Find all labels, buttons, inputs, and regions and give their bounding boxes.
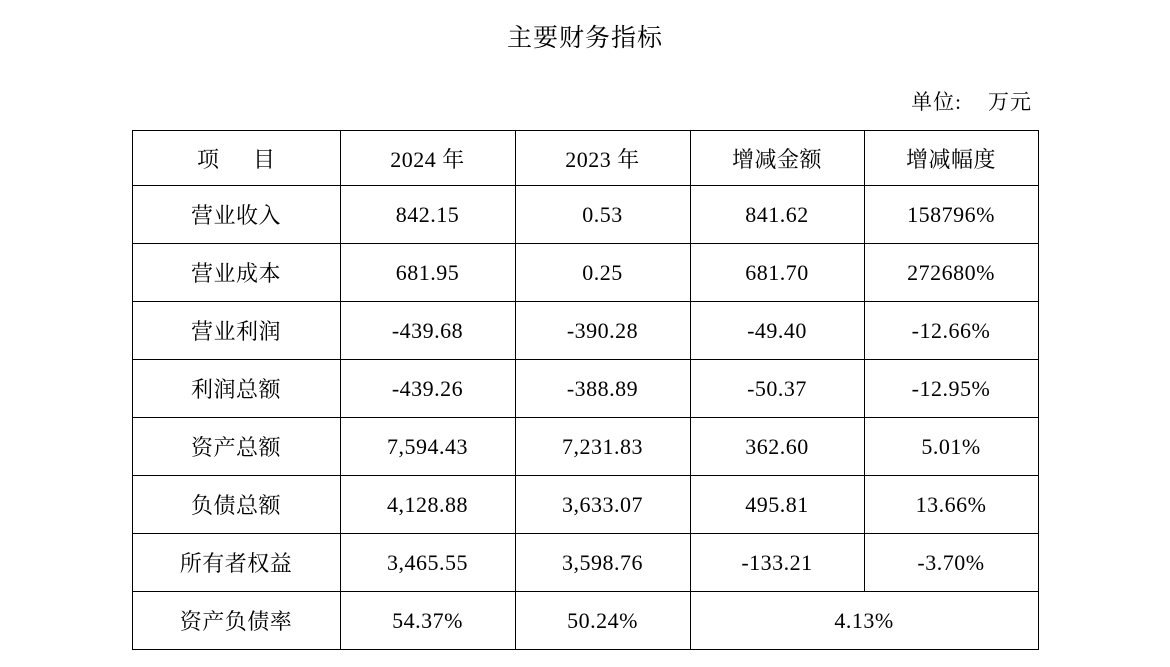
cell-change-rate: 272680%	[864, 244, 1038, 302]
cell-change-rate: -12.66%	[864, 302, 1038, 360]
cell-change-amount: -49.40	[690, 302, 864, 360]
cell-change-amount: 841.62	[690, 186, 864, 244]
row-label: 所有者权益	[132, 534, 340, 592]
cell-change-rate: 5.01%	[864, 418, 1038, 476]
column-header-item-part1: 项	[196, 146, 219, 172]
cell-y2023: 3,633.07	[515, 476, 690, 534]
table-row	[132, 534, 1038, 592]
cell-change-merged: 4.13%	[690, 592, 1038, 650]
cell-change-amount: -50.37	[690, 360, 864, 418]
page-title: 主要财务指标	[506, 25, 663, 52]
column-header-change-rate: 增减幅度	[864, 131, 1038, 186]
row-label: 营业成本	[132, 244, 340, 302]
cell-change-rate: -3.70%	[864, 534, 1038, 592]
cell-y2023: 7,231.83	[515, 418, 690, 476]
cell-y2023: -390.28	[515, 302, 690, 360]
table-row	[132, 418, 1038, 476]
cell-y2023: 50.24%	[515, 592, 690, 650]
cell-y2024: 7,594.43	[340, 418, 515, 476]
cell-y2023: 0.25	[515, 244, 690, 302]
cell-y2024: 842.15	[340, 186, 515, 244]
row-label: 资产总额	[132, 418, 340, 476]
table-row	[132, 186, 1038, 244]
cell-change-rate: 158796%	[864, 186, 1038, 244]
table-row	[132, 302, 1038, 360]
column-header-item-part2: 目	[253, 146, 276, 172]
cell-y2024: -439.26	[340, 360, 515, 418]
table-header-row	[132, 131, 1038, 186]
cell-y2024: 3,465.55	[340, 534, 515, 592]
row-label: 利润总额	[132, 360, 340, 418]
table-row-last	[132, 592, 1038, 650]
column-header-year-prior: 2023 年	[515, 131, 690, 186]
financial-indicators-table	[132, 130, 1039, 650]
cell-y2024: 54.37%	[340, 592, 515, 650]
cell-y2024: 4,128.88	[340, 476, 515, 534]
column-header-item	[132, 131, 340, 186]
column-header-change-amount: 增减金额	[690, 131, 864, 186]
cell-y2023: 0.53	[515, 186, 690, 244]
unit-label	[0, 86, 1170, 116]
cell-y2023: 3,598.76	[515, 534, 690, 592]
cell-y2024: -439.68	[340, 302, 515, 360]
cell-y2023: -388.89	[515, 360, 690, 418]
table-row	[132, 244, 1038, 302]
unit-label-value: 万元	[988, 90, 1032, 114]
column-header-year-current: 2024 年	[340, 131, 515, 186]
cell-change-amount: 495.81	[690, 476, 864, 534]
row-label: 营业收入	[132, 186, 340, 244]
row-label: 营业利润	[132, 302, 340, 360]
cell-change-rate: 13.66%	[864, 476, 1038, 534]
row-label: 负债总额	[132, 476, 340, 534]
cell-change-amount: 362.60	[690, 418, 864, 476]
cell-change-amount: 681.70	[690, 244, 864, 302]
table-row	[132, 476, 1038, 534]
table-row	[132, 360, 1038, 418]
row-label: 资产负债率	[132, 592, 340, 650]
cell-change-amount: -133.21	[690, 534, 864, 592]
cell-y2024: 681.95	[340, 244, 515, 302]
cell-change-rate: -12.95%	[864, 360, 1038, 418]
document-page	[0, 18, 1170, 667]
unit-label-text: 单位:	[911, 90, 962, 114]
